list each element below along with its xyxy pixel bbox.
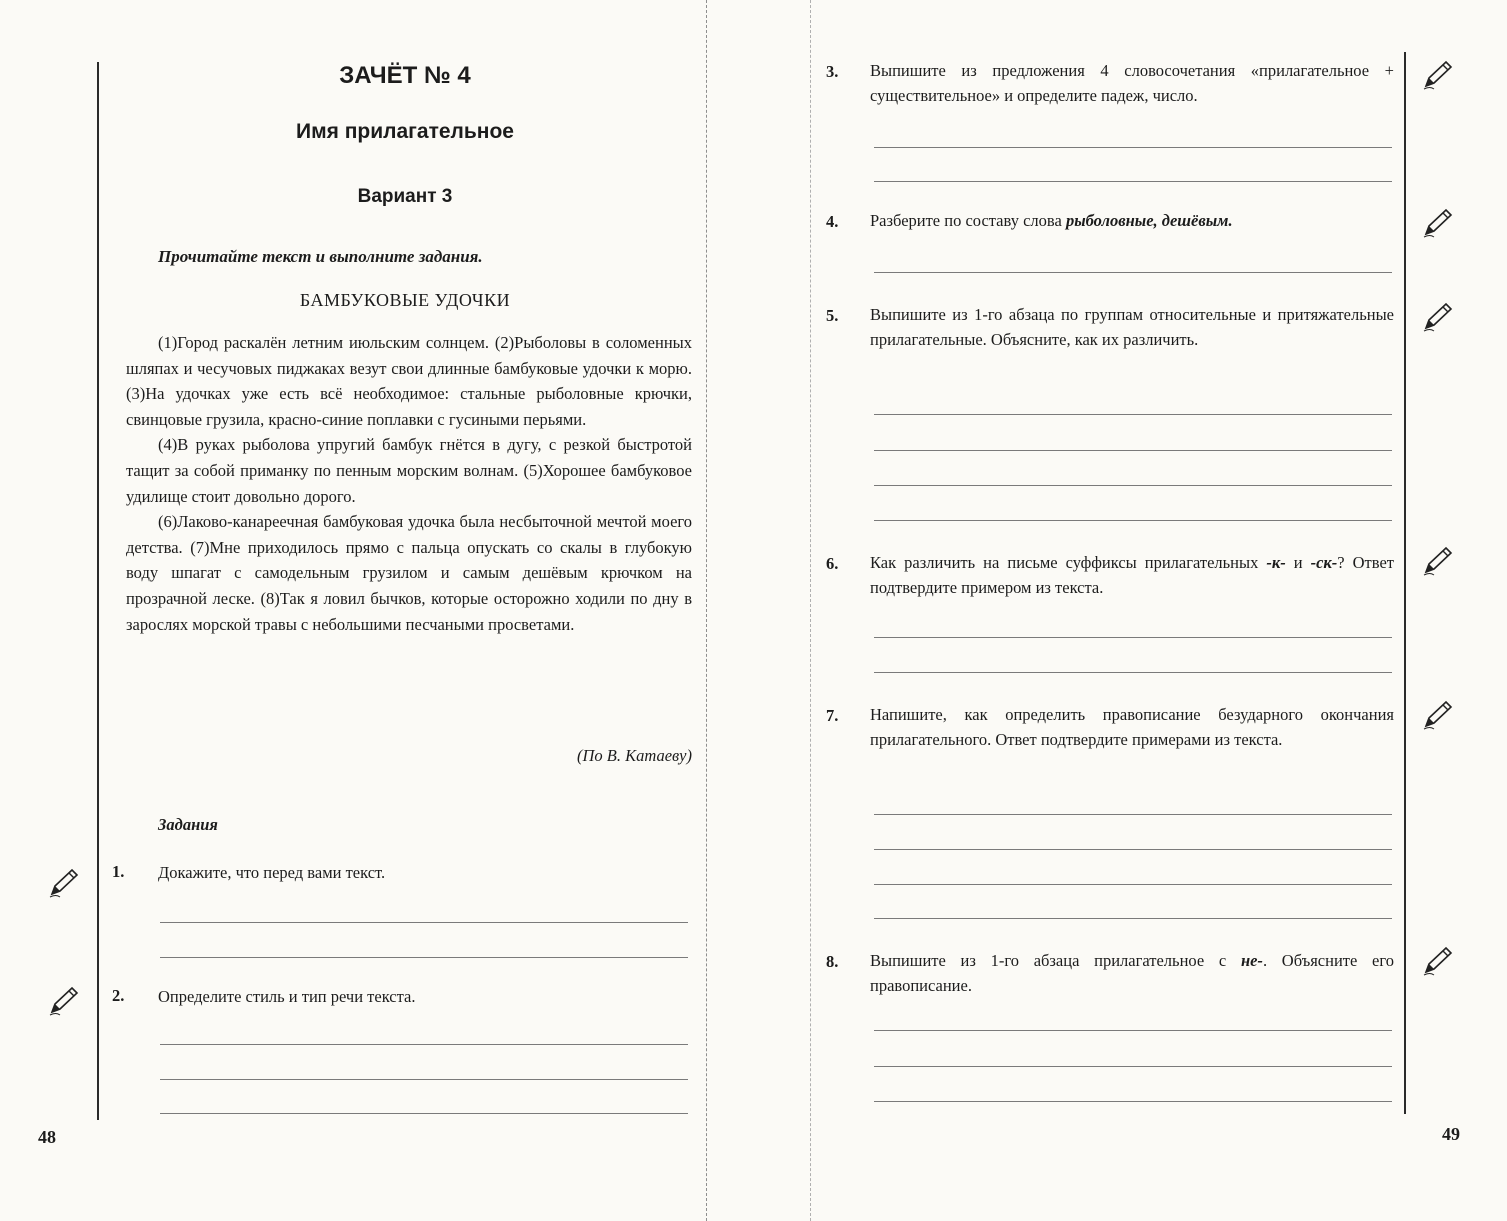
task-text-italic: рыболовные, дешёвым.	[1065, 211, 1233, 230]
pencil-icon	[1420, 300, 1454, 334]
task-text-part: Как различить на письме суффиксы прилагательных	[870, 553, 1267, 572]
right-margin-rule	[1404, 52, 1406, 1114]
task-text-italic: не-	[1240, 951, 1263, 970]
page-fold	[706, 0, 707, 1221]
answer-line[interactable]	[160, 957, 688, 958]
answer-line[interactable]	[874, 181, 1392, 182]
answer-line[interactable]	[874, 272, 1392, 273]
answer-line[interactable]	[160, 1044, 688, 1045]
answer-line[interactable]	[874, 672, 1392, 673]
task-text: Напишите, как определить правописание безударного окончания прилагательного. Ответ подтвердите примерами из текста.	[870, 705, 1394, 749]
answer-line[interactable]	[874, 1066, 1392, 1067]
answer-line[interactable]	[874, 1030, 1392, 1031]
page-number-right: 49	[1442, 1124, 1460, 1144]
answer-line[interactable]	[874, 814, 1392, 815]
task-text-part: . Объясните его правописание.	[870, 951, 1394, 995]
task-text-italic: -к-	[1266, 553, 1286, 572]
task-number: 2.	[112, 986, 125, 1005]
answer-line[interactable]	[160, 1079, 688, 1080]
task-number: 4.	[826, 212, 839, 231]
answer-line[interactable]	[874, 849, 1392, 850]
passage-author: (По В. Катаеву)	[577, 746, 692, 765]
task-number: 5.	[826, 306, 839, 325]
pencil-icon	[46, 984, 80, 1018]
task-text-part: Выпишите из 1-го абзаца прилагательное с	[870, 951, 1241, 970]
answer-line[interactable]	[874, 637, 1392, 638]
passage-paragraph: (4)В руках рыболова упругий бамбук гнётся в дугу, с резкой быстротой тащит за собой приманку по пенным морским волнам. (5)Хорошее бамбуковое удилище стоит довольно дорого.	[126, 435, 692, 506]
task-text: Определите стиль и тип речи текста.	[158, 987, 416, 1006]
answer-line[interactable]	[874, 147, 1392, 148]
pencil-icon	[1420, 206, 1454, 240]
answer-line[interactable]	[874, 450, 1392, 451]
answer-line[interactable]	[160, 1113, 688, 1114]
task-text: Докажите, что перед вами текст.	[158, 863, 386, 882]
passage-paragraph: (6)Лаково-канареечная бамбуковая удочка была несбыточной мечтой моего детства. (7)Мне приходилось прямо с пальца опускать со скалы в глубокую воду шпагат с самодельным грузилом и самым дешёвым крючком на прозрачной леске. (8)Так я ловил бычков, которые осторожно ходили по дну в зарослях морской травы с небольшими песчаными просветами.	[126, 512, 692, 634]
task-number: 1.	[112, 862, 125, 881]
page-title: ЗАЧЁТ № 4	[339, 62, 471, 89]
task-text: Выпишите из 1-го абзаца по группам относительные и притяжательные прилагательные. Объясните, как их различить.	[870, 305, 1394, 349]
passage-paragraph: (1)Город раскалён летним июльским солнцем. (2)Рыболовы в соломенных шляпах и чесучовых пиджаках везут свои длинные бамбуковые удочки к морю. (3)На удочках уже есть всё необходимое: стальные рыболовные крючки, свинцовые грузила, красно-синие поплавки с гусиными перьями.	[126, 333, 692, 429]
tasks-heading: Задания	[158, 815, 218, 834]
pencil-icon	[1420, 698, 1454, 732]
instruction: Прочитайте текст и выполните задания.	[158, 247, 483, 266]
left-margin-rule	[97, 62, 99, 1120]
task-number: 8.	[826, 952, 839, 971]
pencil-icon	[46, 866, 80, 900]
reading-passage	[126, 330, 692, 637]
task-text-part: ? Ответ подтвердите примером из текста.	[870, 553, 1394, 597]
task-text-italic: -ск-	[1310, 553, 1338, 572]
pencil-icon	[1420, 944, 1454, 978]
page-fold-shadow	[810, 0, 811, 1221]
answer-line[interactable]	[160, 922, 688, 923]
text-title: БАМБУКОВЫЕ УДОЧКИ	[299, 290, 511, 310]
task-text-part: и	[1285, 553, 1311, 572]
task-text	[870, 550, 1394, 600]
task-text	[870, 948, 1394, 998]
pencil-icon	[1420, 58, 1454, 92]
answer-line[interactable]	[874, 520, 1392, 521]
answer-line[interactable]	[874, 485, 1392, 486]
task-text-part: Разберите по составу слова	[870, 211, 1066, 230]
task-number: 6.	[826, 554, 839, 573]
variant-label: Вариант 3	[357, 186, 453, 207]
task-number: 3.	[826, 62, 839, 81]
page-number-left: 48	[38, 1127, 56, 1147]
answer-line[interactable]	[874, 1101, 1392, 1102]
task-text: Выпишите из предложения 4 словосочетания «прилагательное + существительное» и определите падеж, число.	[870, 61, 1394, 105]
answer-line[interactable]	[874, 414, 1392, 415]
answer-line[interactable]	[874, 918, 1392, 919]
task-number: 7.	[826, 706, 839, 725]
pencil-icon	[1420, 544, 1454, 578]
task-text	[870, 208, 1394, 233]
page-subtitle: Имя прилагательное	[296, 120, 514, 143]
answer-line[interactable]	[874, 884, 1392, 885]
